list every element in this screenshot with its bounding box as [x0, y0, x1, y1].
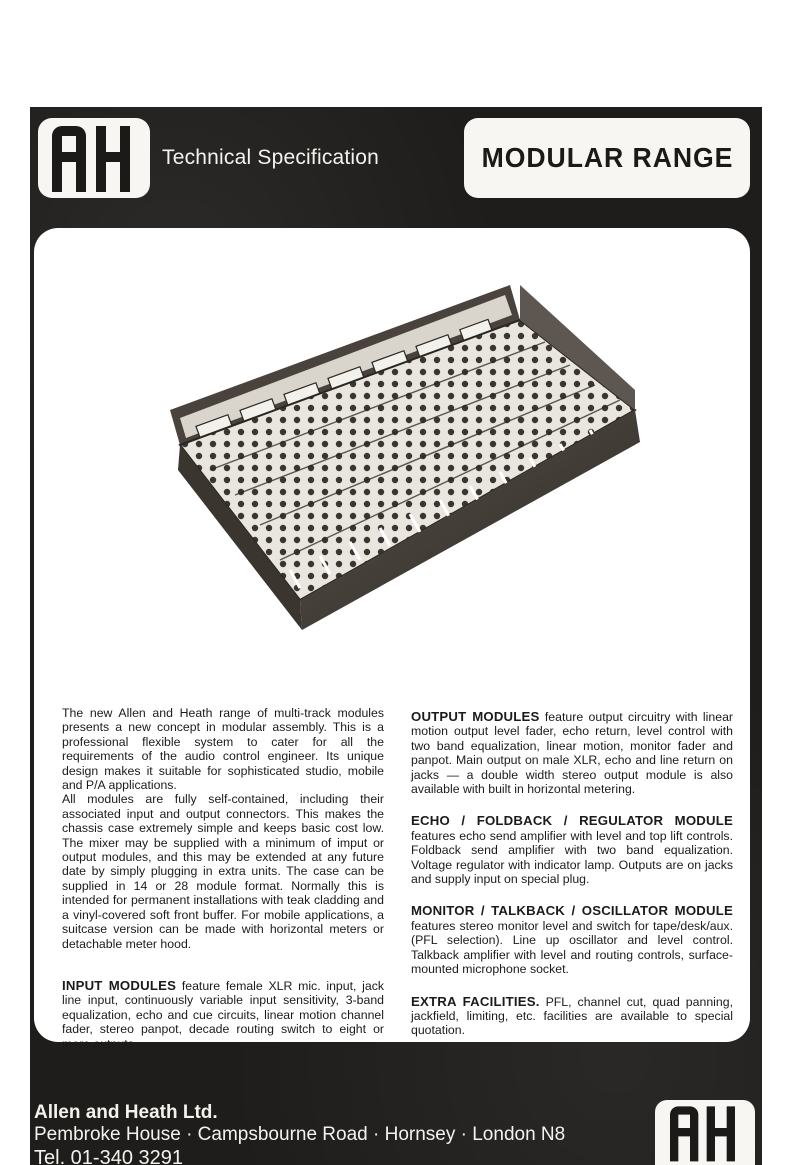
input-modules-heading: INPUT MODULES: [62, 977, 177, 993]
output-modules-paragraph: [411, 710, 733, 796]
extra-facilities-text: PFL, channel cut, quad panning, jackfield, limiting, etc. facilities are available to special quotation.: [411, 994, 733, 1038]
left-column: [62, 706, 384, 1051]
modular-range-title: MODULAR RANGE: [481, 142, 733, 173]
ah-logo-footer: [655, 1100, 755, 1165]
extra-facilities-paragraph: [411, 995, 733, 1038]
monitor-module-paragraph: [411, 904, 733, 976]
technical-specification-title: Technical Specification: [162, 146, 380, 169]
echo-module-heading: ECHO / FOLDBACK / REGULATOR MODULE: [411, 813, 733, 829]
company-name: Allen and Heath Ltd.: [34, 1102, 218, 1123]
company-address: Pembroke House · Campsbourne Road · Hornsey · London N8: [34, 1124, 566, 1145]
right-column: [411, 710, 733, 1038]
extra-facilities-heading: EXTRA FACILITIES.: [411, 993, 540, 1009]
ah-logo: [38, 118, 150, 198]
monitor-module-text: features stereo monitor level and switch for tape/desk/aux. (PFL selection). Line up oscillator and level control. Talkback amplifier with level and routing controls, surface-mounted microphone socket.: [411, 918, 733, 977]
output-modules-heading: OUTPUT MODULES: [411, 709, 540, 724]
output-modules-text: feature output circuitry with linear motion output level fader, echo return, level control with two band equalization, linear motion, monitor fader and panpot. Main output on male XLR, echo and line return on jacks — a double width stereo output module is also available with built in horizontal metering.: [411, 710, 734, 797]
ah-logo-footer-icon: [661, 1103, 749, 1163]
ah-logo-icon: [44, 122, 144, 194]
echo-module-paragraph: [411, 814, 733, 886]
monitor-module-heading: MONITOR / TALKBACK / OSCILLATOR MODULE: [411, 903, 733, 919]
input-modules-paragraph: [62, 979, 384, 1051]
input-modules-text: feature female XLR mic. input, jack line input, continuously variable input sensitivity, 3-band equalization, echo and cue circuits, linear motion channel fader, stereo panpot, decade routing switch to eight or more outputs.: [62, 978, 385, 1051]
intro-paragraph: The new Allen and Heath range of multi-track modules presents a new concept in modular assembly. This is a professional flexible system to cater for all the requirements of the audio control engineer. Its unique design makes it suitable for sophisticated studio, mobile and P/A applications.: [62, 706, 384, 793]
mixing-console-photo: [150, 270, 670, 640]
modules-paragraph: All modules are fully self-contained, including their associated input and output connectors. This makes the chassis case extremely simple and keeps basic cost low. The mixer may be supplied with a minimum of imput or output modules, and this may be extended at any future date by simply plugging in extra units. The case can be supplied in 14 or 28 module format. Normally this is intended for permanent installations with teak cladding and a vinyl-covered soft front buffer. For mobile applications, a suitcase version can be made with horizontal meters or detachable meter hood.: [62, 792, 384, 951]
phone-number: Tel. 01-340 3291: [34, 1147, 184, 1165]
modular-range-banner: [464, 118, 750, 198]
echo-module-text: features echo send amplifier with level and top lift controls. Foldback send amplifier with two band equalization. Voltage regulator with indicator lamp. Outputs are on jacks and supply input on special plug.: [411, 828, 733, 887]
phone-number-graphic: [34, 1147, 284, 1165]
